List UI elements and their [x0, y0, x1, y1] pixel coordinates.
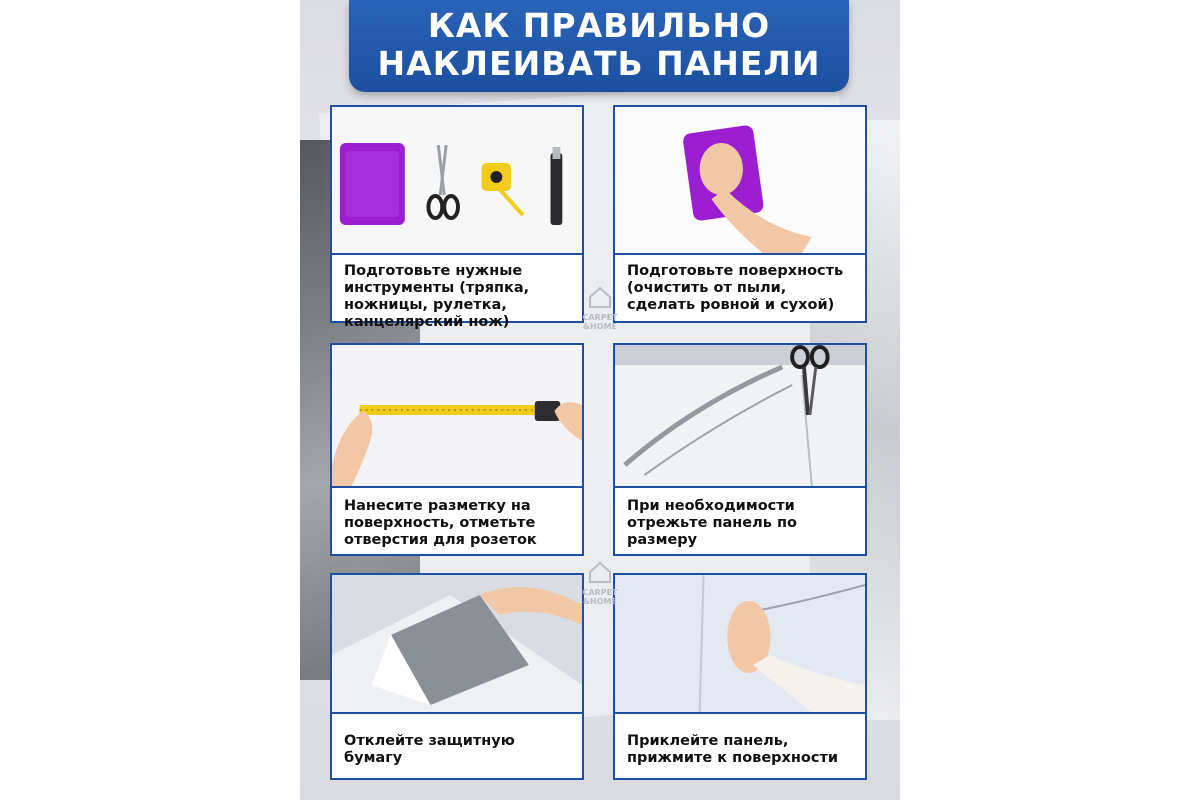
step-card-2 — [613, 105, 867, 323]
step-5-text: Отклейте защитную бумагу — [344, 733, 515, 766]
instruction-poster — [300, 0, 900, 800]
step-2-text: Подготовьте поверхность (очистить от пыли, сделать ровной и сухой) — [627, 263, 844, 313]
step-4-text: При необходимости отрежьте панель по размеру — [627, 498, 797, 548]
brand-watermark-2 — [570, 560, 630, 606]
scissors-photo — [615, 345, 865, 488]
step-3-text: Нанесите разметку на поверхность, отметьте отверстия для розеток — [344, 498, 537, 548]
step-6-text: Приклейте панель, прижмите к поверхности — [627, 733, 839, 766]
peel-photo — [332, 575, 582, 714]
watermark-line1: CARPET — [582, 313, 618, 322]
press-photo — [615, 575, 865, 714]
watermark-line2: &HOME — [583, 322, 617, 331]
house-logo-icon — [588, 560, 612, 584]
brand-watermark — [570, 285, 630, 331]
cleaning-photo — [615, 107, 865, 255]
step-card-5 — [330, 573, 584, 780]
poster-header — [349, 0, 849, 92]
step-card-1 — [330, 105, 584, 330]
watermark-line2: &HOME — [583, 597, 617, 606]
header-title-line2: НАКЛЕИВАТЬ ПАНЕЛИ — [377, 44, 821, 83]
tape-measure-photo — [332, 345, 582, 488]
step-card-6 — [613, 573, 867, 780]
step-card-3 — [330, 343, 584, 556]
house-logo-icon — [588, 285, 612, 309]
watermark-line1: CARPET — [582, 588, 618, 597]
step-1-text: Подготовьте нужные инструменты (тряпка, ножницы, рулетка, канцелярский нож) — [344, 263, 530, 330]
header-title-line1: КАК ПРАВИЛЬНО — [427, 6, 771, 45]
step-card-4 — [613, 343, 867, 556]
tools-photo — [332, 107, 582, 255]
